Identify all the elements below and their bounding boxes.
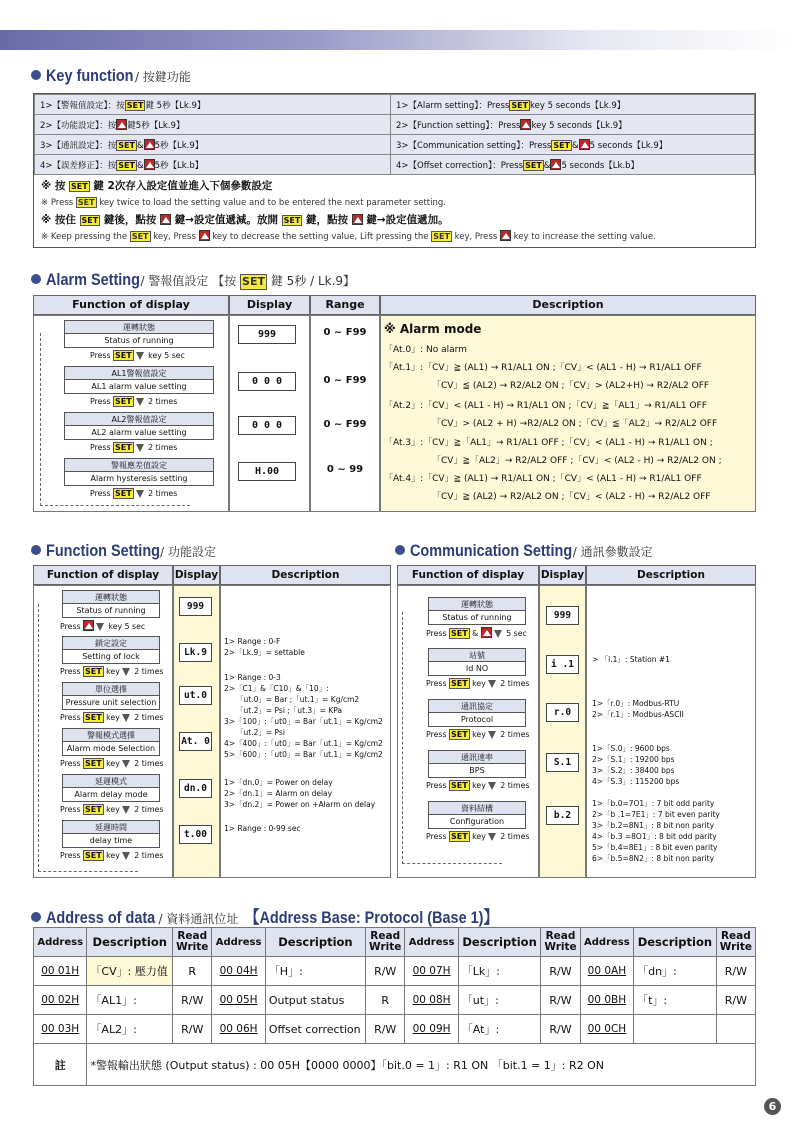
down-arrow-icon (136, 444, 144, 452)
comm-step-title: 通訊速率 (429, 751, 525, 764)
address-note-row (34, 1044, 756, 1086)
function-step-5 (62, 820, 160, 848)
function-press-instruction: Press SET key 2 times (60, 713, 164, 722)
read-write-cell: R/W (541, 957, 580, 986)
down-arrow-icon (122, 852, 130, 860)
comm-step-4 (428, 801, 526, 829)
alarm-desc-1: 「At.1」:「CV」≧ (AL1) → R1/AL1 ON ;「CV」< (AL1 - H) → R1/AL1 OFF (384, 363, 702, 373)
down-arrow-icon (122, 760, 130, 768)
read-write-cell: R/W (716, 957, 755, 986)
function-step-2 (62, 682, 160, 710)
alarm-desc-0: 「At.0」: No alarm (384, 345, 467, 355)
address-heading: Address of data / 資料通訊位址 【Address Base: Protocol (Base 1)】 (31, 903, 543, 928)
alarm-range-1: 0 ~ F99 (323, 375, 367, 386)
address-cell: 00 02H (34, 986, 87, 1015)
up-key-icon (481, 627, 492, 638)
up-key-icon (144, 139, 155, 150)
alarm-header-function: Function of display (33, 295, 229, 315)
comm-display-0: 999 (546, 606, 579, 625)
function-step-label: Status of running (76, 606, 146, 615)
bullet-icon (395, 545, 405, 555)
function-display-4: dn.0 (179, 779, 212, 798)
function-step-title: 運轉狀態 (63, 591, 159, 604)
bullet-icon (31, 912, 41, 922)
read-write-cell: R/W (173, 1015, 212, 1044)
alarm-header-display: Display (229, 295, 310, 315)
comm-header-display: Display (539, 565, 586, 585)
comm-step-3 (428, 750, 526, 778)
description-cell: 「AL2」: (87, 1015, 173, 1044)
alarm-range-2: 0 ~ F99 (323, 419, 367, 430)
description-cell (634, 1015, 717, 1044)
set-key-icon: SET (451, 730, 468, 739)
key-function-table (34, 94, 755, 175)
cd-r-text: 1>「r.0」: Modbus-RTU 2>「r.1」: Modbus-ASCII (592, 699, 684, 719)
read-write-cell: R/W (173, 986, 212, 1015)
description-cell: 「Lk」: (458, 957, 541, 986)
address-cell: 00 07H (405, 957, 458, 986)
alarm-step-1 (64, 366, 214, 394)
function-step-0 (62, 590, 160, 618)
alarm-step-title: AL2警報值設定 (65, 413, 213, 426)
up-key-icon (550, 159, 561, 170)
down-arrow-icon (136, 398, 144, 406)
set-key-icon: SET (115, 397, 132, 406)
comm-step-title: 資料結構 (429, 802, 525, 815)
read-write-cell: R/W (366, 957, 405, 986)
fd-lk-text: 1> Range : 0-F 2>「Lk.9」= settable (224, 637, 305, 657)
comm-step-1 (428, 648, 526, 676)
function-step-label: Alarm delay mode (74, 790, 148, 799)
comm-step-label: Protocol (460, 715, 494, 724)
set-key-icon: SET (115, 443, 132, 452)
down-arrow-icon (122, 714, 130, 722)
alarm-display-0: 999 (238, 325, 296, 344)
set-key-icon: SET (85, 759, 102, 768)
set-key-icon: SET (451, 781, 468, 790)
page-number: 6 (764, 1098, 781, 1115)
down-arrow-icon (488, 731, 496, 739)
set-key-icon: SET (85, 851, 102, 860)
comm-display-3: S.1 (546, 753, 579, 772)
read-write-cell: R (366, 986, 405, 1015)
function-press-instruction: Press SET key 2 times (60, 759, 164, 768)
function-step-3 (62, 728, 160, 756)
address-cell: 00 01H (34, 957, 87, 986)
alarm-display-1: 0 0 0 (238, 372, 296, 391)
address-row (34, 957, 756, 986)
note-en-1: ※ Press SET key twice to load the setting value and to be entered the next parameter setting. (41, 198, 446, 208)
note-en-2: ※ Keep pressing the SET key, Press key to decrease the setting value, Lift pressing the SET key, Press key to increase the setting value. (41, 232, 656, 242)
note-zh-2: ※ 按住 SET 鍵後，點按 鍵→設定值遞減。放開 SET 鍵，點按 鍵→設定值遞加。 (41, 214, 449, 226)
set-key-icon: SET (115, 489, 132, 498)
set-key-icon: SET (451, 679, 468, 688)
fd-ut-text: 1> Range : 0-3 2>「C1」&「C10」&「10」: 「ut.0」= Bar ;「ut.1」= Kg/cm2 「ut.2」= Psi ;「ut.3」= KPa 3>「100」:「ut0」= Bar「ut.1」= Kg/cm2 「ut.2」= Psi 4>「400」:「ut0」= Bar「ut.1」= Kg/cm2 5>「600」:「ut0」= Bar「ut.1」= Kg/cm2 (224, 673, 383, 759)
function-display-2: ut.0 (179, 686, 212, 705)
description-cell: Output status (265, 986, 365, 1015)
comm-press-instruction: Press SET key 2 times (426, 781, 530, 790)
address-header-2: Read Write (366, 928, 405, 957)
key-function-heading (31, 66, 191, 86)
down-arrow-icon (96, 623, 104, 631)
function-step-4 (62, 774, 160, 802)
cd-i-text: > 「i.1」: Station #1 (592, 655, 670, 664)
comm-step-2 (428, 699, 526, 727)
address-header-1: Description (458, 928, 541, 957)
alarm-step-3 (64, 458, 214, 486)
address-cell: 00 0AH (580, 957, 633, 986)
address-row (34, 1015, 756, 1044)
set-key-icon: SET (126, 100, 144, 110)
alarm-desc-6: 「CV」≧「AL2」→ R2/AL2 OFF ;「CV」< (AL2 - H) → R2/AL2 ON ; (432, 456, 722, 466)
function-header-description: Description (220, 565, 391, 585)
alarm-title: Alarm Setting (46, 270, 140, 289)
description-cell: Offset correction (265, 1015, 365, 1044)
read-write-cell: R/W (366, 1015, 405, 1044)
address-header-2: Read Write (541, 928, 580, 957)
function-step-title: 單位選擇 (63, 683, 159, 696)
alarm-desc-4: 「CV」> (AL2 + H) →R2/AL2 ON ;「CV」≦「AL2」→ R2/AL2 OFF (432, 419, 718, 429)
function-press-instruction: Press SET key 2 times (60, 851, 164, 860)
alarm-range-0: 0 ~ F99 (323, 327, 367, 338)
read-write-cell: R/W (541, 986, 580, 1015)
function-step-title: 鎖定設定 (63, 637, 159, 650)
note-text: *警報輸出狀態 (Output status) : 00 05H【0000 0000】「bit.0 = 1」: R1 ON 「bit.1 = 1」: R2 ON (87, 1044, 756, 1086)
alarm-desc-2: 「CV」≦ (AL2) → R2/AL2 ON ;「CV」> (AL2+H) → R2/AL2 OFF (432, 381, 710, 391)
read-write-cell: R/W (541, 1015, 580, 1044)
up-key-icon (579, 139, 590, 150)
comm-press-instruction: Press SET key 2 times (426, 730, 530, 739)
key-notes (34, 175, 755, 246)
alarm-step-title: 運轉狀態 (65, 321, 213, 334)
function-header-function: Function of display (33, 565, 173, 585)
comm-step-title: 通訊協定 (429, 700, 525, 713)
up-key-icon (520, 119, 531, 130)
alarm-step-title: 警報應差值設定 (65, 459, 213, 472)
comm-step-label: Status of running (442, 613, 512, 622)
cd-s-text: 1>「S.0」: 9600 bps 2>「S.1」: 19200 bps 3>「S.2」: 38400 bps 4>「S.3」: 115200 bps (592, 744, 680, 786)
cd-b-text: 1>「b.0=7O1」: 7 bit odd parity 2>「b .1=7E1」: 7 bit even parity 3>「b.2=8N1」: 8 bit non parity 4>「b.3 =8O1」: 8 bit odd parity 5>「b.4=8E1」: 8 bit even parity 6>「b.5=8N2」: 8 bit non parity (592, 799, 720, 863)
address-title: Address of data (46, 908, 156, 927)
comm-display-2: r.0 (546, 703, 579, 722)
up-key-icon (116, 119, 127, 130)
key-function-title: Key function (46, 66, 134, 85)
alarm-desc-8: 「CV」≧ (AL2) → R2/AL2 ON ;「CV」< (AL2 - H) → R2/AL2 OFF (432, 492, 711, 502)
address-cell: 00 05H (212, 986, 265, 1015)
note-label: 註 (34, 1044, 87, 1086)
function-press-instruction: Press key 5 sec (60, 622, 146, 631)
description-cell: 「H」: (265, 957, 365, 986)
key-function-box (33, 93, 756, 248)
read-write-cell (716, 1015, 755, 1044)
function-step-title: 警報模式選擇 (63, 729, 159, 742)
description-cell: 「AL1」: (87, 986, 173, 1015)
description-cell: 「ut」: (458, 986, 541, 1015)
down-arrow-icon (488, 782, 496, 790)
alarm-step-0 (64, 320, 214, 348)
note-zh-1: ※ 按 SET 鍵 2次存入設定值並進入下個參數設定 (41, 180, 273, 192)
alarm-range-3: 0 ~ 99 (326, 464, 364, 475)
down-arrow-icon (136, 352, 144, 360)
description-cell: 「CV」: 壓力值 (87, 957, 173, 986)
comm-step-title: 運轉狀態 (429, 598, 525, 611)
description-cell: 「t」: (634, 986, 717, 1015)
comm-display-1: i .1 (546, 655, 579, 674)
description-cell: 「At」: (458, 1015, 541, 1044)
down-arrow-icon (122, 806, 130, 814)
description-cell: 「dn」: (634, 957, 717, 986)
set-key-icon: SET (115, 351, 132, 360)
alarm-step-label: Status of running (104, 336, 174, 345)
function-step-label: Alarm mode Selection (66, 744, 156, 753)
address-table (33, 927, 756, 1086)
fd-dn-text: 1>「dn.0」= Power on delay 2>「dn.1」= Alarm on delay 3>「dn.2」= Power on +Alarm on delay (224, 778, 376, 809)
set-key-icon: SET (85, 667, 102, 676)
down-arrow-icon (494, 630, 502, 638)
comm-step-0 (428, 597, 526, 625)
comm-step-label: Configuration (449, 817, 505, 826)
function-display-5: t.00 (179, 825, 212, 844)
alarm-header-range: Range (310, 295, 380, 315)
key-function-title-zh: / 按鍵功能 (134, 70, 191, 84)
address-cell: 00 09H (405, 1015, 458, 1044)
comm-press-instruction: Press SET & 5 sec (426, 629, 527, 638)
bullet-icon (31, 274, 41, 284)
function-step-label: Pressure unit selection (65, 698, 157, 707)
comm-press-instruction: Press SET key 2 times (426, 679, 530, 688)
address-header-2: Read Write (716, 928, 755, 957)
address-header-1: Description (634, 928, 717, 957)
address-row (34, 986, 756, 1015)
bullet-icon (31, 70, 41, 80)
function-display-1: Lk.9 (179, 643, 212, 662)
address-header-row (34, 928, 756, 957)
up-key-icon (144, 159, 155, 170)
alarm-press-instruction: Press SET 2 times (90, 397, 178, 406)
set-key-icon: SET (85, 713, 102, 722)
alarm-display-3: H.00 (238, 462, 296, 481)
alarm-press-instruction: Press SET 2 times (90, 489, 178, 498)
bullet-icon (31, 545, 41, 555)
alarm-mode-title: ※ Alarm mode (384, 322, 482, 336)
read-write-cell: R (173, 957, 212, 986)
alarm-desc-7: 「At.4」:「CV」≧ (AL1) → R1/AL1 ON ;「CV」< (AL1 - H) → R1/AL1 OFF (384, 474, 702, 484)
address-cell: 00 0BH (580, 986, 633, 1015)
comm-heading: Communication Setting/ 通訊參數設定 (395, 541, 653, 561)
header-band (0, 30, 794, 50)
set-key-icon: SET (451, 832, 468, 841)
alarm-step-title: AL1警報值設定 (65, 367, 213, 380)
function-press-instruction: Press SET key 2 times (60, 667, 164, 676)
comm-header-function: Function of display (397, 565, 539, 585)
comm-step-title: 站號 (429, 649, 525, 662)
alarm-header-description: Description (380, 295, 756, 315)
down-arrow-icon (122, 668, 130, 676)
up-key-icon (83, 620, 94, 631)
address-cell: 00 0CH (580, 1015, 633, 1044)
alarm-range-col (310, 315, 380, 512)
address-cell: 00 04H (212, 957, 265, 986)
function-press-instruction: Press SET key 2 times (60, 805, 164, 814)
alarm-step-label: AL1 alarm value setting (91, 382, 187, 391)
key-row-4: 4>【誤差修正】：按 SET & 5秒【Lk.b】 4>【Offset correction】：Press SET & 5 seconds【Lk.b】 (35, 155, 755, 175)
alarm-step-label: Alarm hysteresis setting (90, 474, 188, 483)
address-header-2: Read Write (173, 928, 212, 957)
alarm-display-2: 0 0 0 (238, 416, 296, 435)
function-step-label: Setting of lock (82, 652, 140, 661)
address-header-0: Address (405, 928, 458, 957)
down-arrow-icon (136, 490, 144, 498)
alarm-press-instruction: Press SET 2 times (90, 443, 178, 452)
function-title: Function Setting (46, 541, 160, 560)
set-key-icon: SET (451, 629, 468, 638)
function-header-display: Display (173, 565, 220, 585)
address-header-0: Address (580, 928, 633, 957)
address-cell: 00 08H (405, 986, 458, 1015)
address-cell: 00 06H (212, 1015, 265, 1044)
comm-title: Communication Setting (410, 541, 573, 560)
alarm-desc-3: 「At.2」:「CV」< (AL1 - H) → R1/AL1 ON ;「CV」≧「AL1」→ R1/AL1 OFF (384, 401, 707, 411)
address-header-1: Description (265, 928, 365, 957)
comm-step-label: BPS (469, 766, 485, 775)
alarm-press-instruction: Press SET key 5 sec (90, 351, 185, 360)
comm-press-instruction: Press SET key 2 times (426, 832, 530, 841)
read-write-cell: R/W (716, 986, 755, 1015)
key-row-2: 2>【功能設定】：按 鍵5秒【Lk.9】 2>【Function setting】：Press key 5 seconds【Lk.9】 (35, 115, 755, 135)
address-header-0: Address (34, 928, 87, 957)
function-display-3: At. 0 (179, 732, 212, 751)
comm-display-4: b.2 (546, 806, 579, 825)
down-arrow-icon (488, 833, 496, 841)
function-heading: Function Setting/ 功能設定 (31, 541, 216, 561)
function-display-0: 999 (179, 597, 212, 616)
alarm-heading: Alarm Setting/ 警報值設定 【按 SET 鍵 5秒 / Lk.9】 (31, 270, 355, 290)
address-cell: 00 03H (34, 1015, 87, 1044)
address-header-1: Description (87, 928, 173, 957)
function-step-title: 延遲模式 (63, 775, 159, 788)
fd-t-text: 1> Range : 0-99 sec (224, 824, 301, 833)
alarm-step-2 (64, 412, 214, 440)
function-step-title: 延遲時間 (63, 821, 159, 834)
set-key-icon: SET (85, 805, 102, 814)
comm-header-description: Description (586, 565, 756, 585)
comm-step-label: Id NO (465, 664, 489, 673)
key-row-3: 3>【通訊設定】：按 SET & 5秒【Lk.9】 3>【Communication setting】：Press SET & 5 seconds【Lk.9】 (35, 135, 755, 155)
alarm-display-col (229, 315, 310, 512)
address-header-0: Address (212, 928, 265, 957)
function-step-1 (62, 636, 160, 664)
alarm-step-label: AL2 alarm value setting (91, 428, 187, 437)
comm-display-col (539, 585, 586, 878)
down-arrow-icon (488, 680, 496, 688)
key-row-1: 1>【警報值設定】：按 SET 鍵 5秒【Lk.9】 1>【Alarm setting】：Press SET key 5 seconds【Lk.9】 (35, 95, 755, 115)
alarm-desc-5: 「At.3」:「CV」≧「AL1」→ R1/AL1 OFF ;「CV」< (AL1 - H) → R1/AL1 ON ; (384, 438, 713, 448)
function-step-label: delay time (89, 836, 133, 845)
